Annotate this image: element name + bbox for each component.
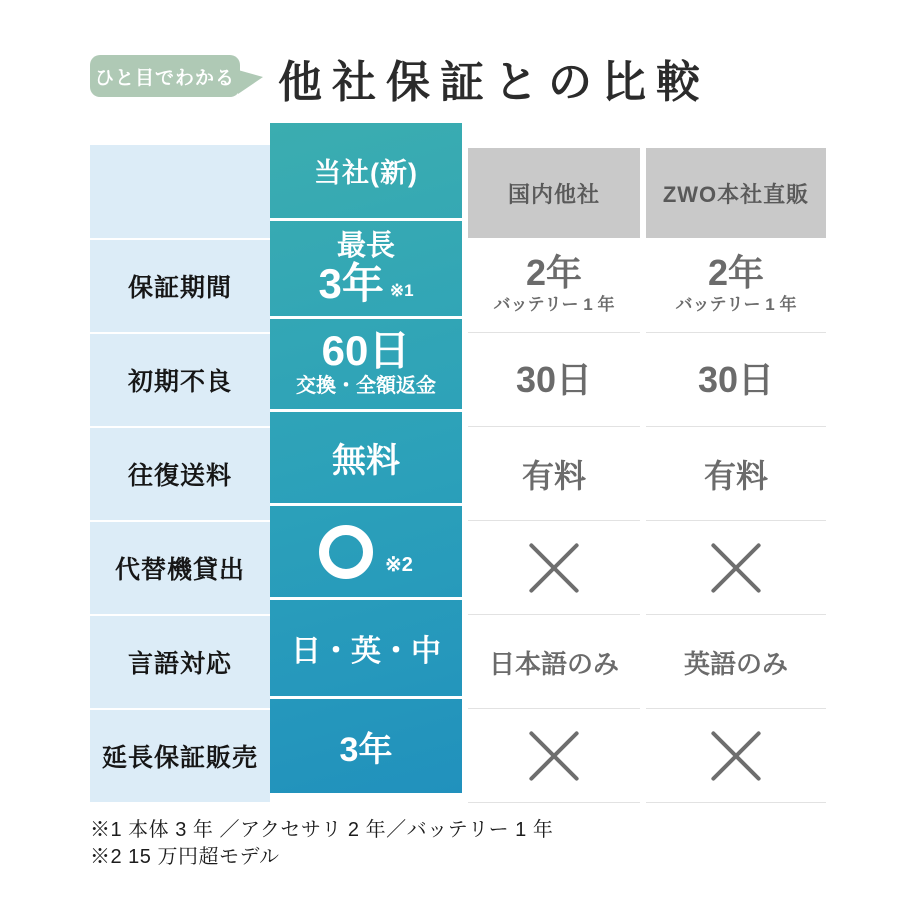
domestic-loaner-cell — [468, 522, 640, 615]
row-label-loaner-device: 代替機貸出 — [90, 522, 270, 614]
domestic-extended-warranty-cell — [468, 710, 640, 803]
footnotes — [90, 817, 553, 871]
ours-warranty-period-cell — [270, 221, 462, 316]
badge-tail-shape — [238, 70, 263, 94]
row-label-language-support: 言語対応 — [90, 616, 270, 708]
domestic-shipping-cell: 有料 — [468, 428, 640, 521]
eyecatch-badge — [90, 55, 240, 97]
ours-warranty-line1: 最長 — [336, 229, 395, 262]
domestic-warranty-period-cell — [468, 240, 640, 333]
ours-column — [270, 123, 462, 793]
zwo-shipping-cell: 有料 — [646, 428, 826, 521]
footnote-1: ※1 本体 3 年 ／アクセサリ 2 年／バッテリー 1 年 — [90, 819, 554, 841]
cross-mark — [525, 539, 583, 597]
zwo-initial-defect-cell: 30日 — [646, 334, 826, 427]
zwo-warranty-battery: バッテリー 1 年 — [675, 295, 797, 315]
ours-shipping-cell: 無料 — [332, 442, 400, 480]
row-label-warranty-period: 保証期間 — [90, 240, 270, 332]
ours-warranty-line2: 3年 — [318, 260, 384, 308]
column-header-ours: 当社(新) — [314, 158, 418, 188]
domestic-language-cell: 日本語のみ — [468, 616, 640, 709]
circle-mark — [319, 525, 373, 579]
page-title: 他社保証との比較 — [278, 58, 710, 107]
ours-loaner-cell — [270, 506, 462, 597]
row-label-initial-defect: 初期不良 — [90, 334, 270, 426]
footnote-2: ※2 15 万円超モデル — [90, 846, 280, 868]
ours-initial-defect-detail: 交換・全額返金 — [296, 375, 436, 398]
zwo-loaner-cell — [646, 522, 826, 615]
eyecatch-badge-label: ひと目でわかる — [94, 67, 235, 89]
zwo-warranty-years: 2年 — [707, 252, 765, 294]
column-header-domestic: 国内他社 — [468, 148, 640, 238]
row-label-shipping: 往復送料 — [90, 428, 270, 520]
column-header-zwo: ZWO本社直販 — [646, 148, 826, 238]
ours-extended-warranty-cell: 3年 — [339, 730, 393, 769]
zwo-language-cell: 英語のみ — [646, 616, 826, 709]
domestic-initial-defect-cell: 30日 — [468, 334, 640, 427]
row-label-extended-warranty: 延長保証販売 — [90, 710, 270, 802]
footnote-ref-2: ※2 — [385, 553, 413, 576]
footnote-ref-1: ※1 — [389, 281, 414, 301]
domestic-warranty-years: 2年 — [525, 252, 583, 294]
ours-initial-defect-cell — [270, 319, 462, 409]
ours-language-cell: 日・英・中 — [291, 635, 441, 668]
cross-mark — [707, 539, 765, 597]
zwo-extended-warranty-cell — [646, 710, 826, 803]
zwo-warranty-period-cell — [646, 240, 826, 333]
cross-mark — [525, 727, 583, 785]
cross-mark — [707, 727, 765, 785]
domestic-warranty-battery: バッテリー 1 年 — [493, 295, 615, 315]
ours-initial-defect-days: 60日 — [321, 326, 411, 374]
label-header-spacer — [90, 145, 270, 238]
